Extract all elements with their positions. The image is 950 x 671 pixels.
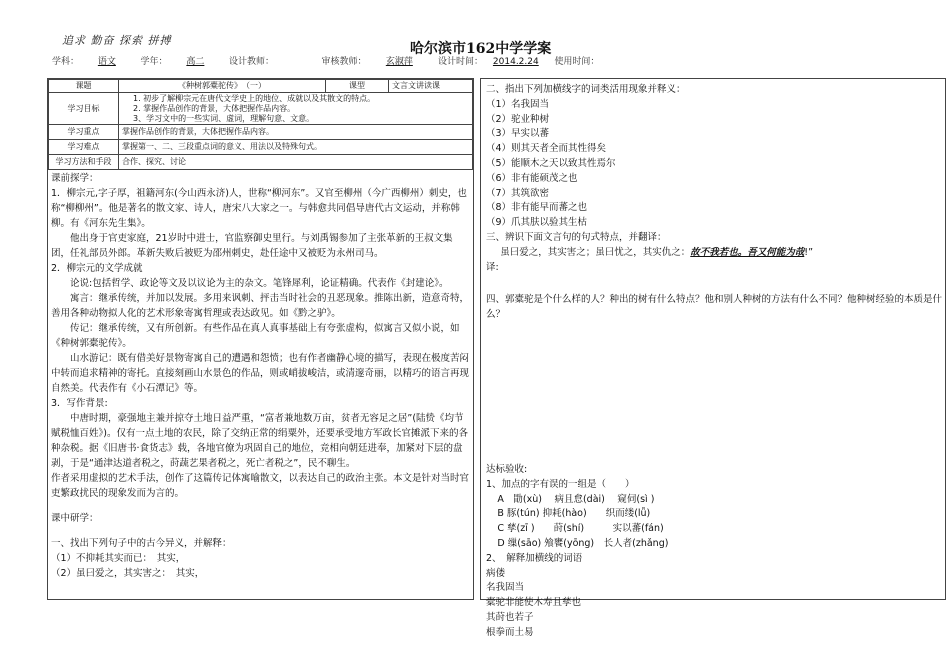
question-1b: （2）虽曰爱之，其实害之： 其实， — [51, 568, 205, 579]
list-item: （6）非有能硕茂之也 — [486, 172, 578, 184]
paragraph: 他出身于官吏家庭，21岁时中进士，官监察御史里行。与刘禹锡参加了主张革新的王叔文集团，任礼部员外郎。革新失败后被贬为邵州刺史，赴任途中又被贬为永州司马。 — [51, 233, 453, 259]
topic-label: 课题 — [49, 80, 119, 93]
question-3-text — [486, 246, 942, 261]
section-heading: 3．写作背景: — [51, 398, 108, 409]
list-item: （1）名我固当 — [486, 98, 550, 110]
reviewer-value: 玄淑萍 — [385, 57, 413, 67]
test-title: 达标验收: — [486, 463, 528, 475]
q3-sentence: 虽曰爱之，其实害之；虽曰忧之，其实仇之： — [500, 246, 691, 258]
list-item: 根拳而土易 — [486, 626, 534, 638]
goal-item: 1. 初步了解柳宗元在唐代文学史上的地位、成就以及其散文的特点。 — [133, 93, 376, 103]
grade-value: 高二 — [186, 57, 205, 67]
option-item: A 勖(xù) 病且怠(dài) 窥伺(sì ) — [497, 493, 655, 505]
reviewer-label: 审核教师： — [321, 57, 367, 67]
topic-value: 《种树郭橐驼传》 （一） — [119, 80, 326, 93]
section-heading: 2．柳宗元的文学成就 — [51, 263, 143, 274]
q3-quote: 故不我若也。吾又何能为哉 — [690, 246, 805, 258]
goals-label: 学习目标 — [49, 93, 119, 125]
paragraph: 论说:包括哲学、政论等文及以议论为主的杂文。笔锋犀利，论证精确。代表作《封建论》。 — [70, 278, 449, 289]
option-item: B 豚(tún) 抑耗(hào) 织而缕(lǚ) — [497, 508, 651, 520]
question-3: 三、辨识下面文言句的句式特点，并翻译： — [486, 231, 667, 243]
school-motto: 追求 勤奋 探索 拼搏 — [62, 34, 172, 47]
question-3-answer: 译: — [486, 261, 499, 273]
left-body — [51, 171, 471, 581]
question-1a: （1）不抑耗其实而已： 其实， — [51, 553, 186, 564]
goals-list — [119, 93, 473, 125]
paragraph: 寓言：继承传统，并加以发展。多用来讽刺、抨击当时社会的丑恶现象。推陈出新，造意奇特，善用各种动物拟人化的艺术形象寄寓哲理或表达政见。如《黔之驴》。 — [51, 293, 470, 319]
question-2: 二、指出下列加横线字的词类活用现象并释义： — [486, 84, 686, 95]
question-4: 四、郭橐驼是个什么样的人？种出的树有什么特点？他和别人种树的方法有什么不同？他种树经验的本质是什么？ — [486, 294, 943, 321]
option-item: D 缫(sāo) 飧饔(yōng) 长人者(zhǎng) — [497, 537, 669, 549]
goal-item: 3、学习文中的一些实词、虚词，理解句意、文意。 — [133, 113, 315, 123]
key-label: 学习重点 — [49, 125, 119, 140]
subject-label: 学科： — [52, 57, 80, 67]
list-item: （3）早实以蕃 — [486, 128, 550, 140]
right-body — [486, 83, 942, 641]
main-content — [47, 78, 946, 638]
difficult-value: 掌握第一、二、三段重点词的意义、用法以及特殊句式。 — [119, 140, 473, 155]
list-item: 病偻 — [486, 567, 506, 579]
list-item: （5）能顺木之天以致其性焉尔 — [486, 157, 616, 169]
list-item: （7）其筑欲密 — [486, 187, 550, 199]
list-item: （9）爪其肤以验其生枯 — [486, 217, 588, 229]
mid-study-title: 课中研学： — [51, 513, 99, 524]
list-item: （8）非有能早而蕃之也 — [486, 202, 588, 214]
left-column — [47, 78, 474, 600]
difficult-label: 学习难点 — [49, 140, 119, 155]
key-value: 掌握作品创作的背景，大体把握作品内容。 — [119, 125, 473, 140]
designer-label: 设计教师： — [228, 57, 274, 67]
test-question-2: 2、 解释加横线的词语 — [486, 552, 583, 564]
use-time-label: 使用时间： — [554, 57, 600, 67]
list-item: 名我固当 — [486, 582, 525, 594]
paragraph: 传记：继承传统，又有所创新。有些作品在真人真事基础上有夸张虚构，似寓言又似小说，如《种树郭橐驼传》。 — [51, 323, 460, 349]
paragraph: 山水游记：既有借美好景物寄寓自己的遭遇和怨愤；也有作者幽静心境的描写，表现在极度苦闷中转而追求精神的寄托。直接刻画山水景色的作品，则或峭拔峻洁，或清邃奇丽，以精巧的语言再现自然美。代表作有《小石潭记》等。 — [51, 353, 470, 394]
method-value: 合作、探究、讨论 — [119, 155, 473, 170]
test-question-1: 1、加点的字有误的一组是（ ） — [486, 478, 635, 490]
paragraph: 作者采用虚拟的艺术手法，创作了这篇传记体寓喻散文，以表达自己的政治主张。本文是针对当时官吏繁政扰民的现象发而为言的。 — [51, 473, 470, 499]
list-item: （2）驼业种树 — [486, 113, 550, 125]
paragraph: 中唐时期，豪强地主兼并掠夺土地日益严重，“富者兼地数万亩，贫者无容足之居”(陆贽《均节赋税恤百姓》)。仅有一点土地的农民，除了交纳正常的绢粟外，还要承受地方军政长官摊派下来的各种杂税。据《旧唐书·食货志》载，各地官僚为巩固自己的地位，竞相向朝廷进奉，加紧对下层的盘剥，于是“通津达道者税之，莳蔬艺果者税之，死亡者税之”，民不聊生。 — [51, 413, 468, 469]
list-item: 橐驼非能使木寿且孳也 — [486, 597, 582, 609]
date-value: 2014.2.24 — [492, 57, 539, 67]
right-column — [480, 78, 946, 638]
document-meta — [52, 54, 666, 67]
q3-end: !” — [804, 246, 814, 258]
type-value: 文言文讲读课 — [389, 80, 473, 93]
question-1: 一、找出下列句子中的古今异义，并解释： — [51, 538, 232, 549]
grade-label: 学年： — [140, 57, 168, 67]
page-title: 哈尔滨市162中学学案 — [410, 41, 552, 57]
pre-study-title: 课前探学： — [51, 173, 99, 184]
lesson-header-table — [48, 79, 473, 170]
option-item: C 孳(zī ) 莳(shí) 实以蕃(fán) — [497, 523, 664, 535]
subject-value: 语文 — [97, 57, 116, 67]
type-label: 课型 — [326, 80, 389, 93]
method-label: 学习方法和手段 — [49, 155, 119, 170]
goal-item: 2. 掌握作品创作的背景，大体把握作品内容。 — [133, 103, 296, 113]
list-item: 其莳也若子 — [486, 611, 534, 623]
date-label: 设计时间： — [437, 57, 483, 67]
paragraph: 1．柳宗元,字子厚，祖籍河东(今山西永济)人，世称“柳河东”。又官至柳州（今广西柳州）刺史，也称“柳柳州”。他是著名的散文家、诗人，唐宋八大家之一。与韩愈共同倡导唐代古文运动，并称韩柳。有《河东先生集》。 — [51, 188, 467, 229]
list-item: （4）则其天者全而其性得矣 — [486, 143, 607, 155]
